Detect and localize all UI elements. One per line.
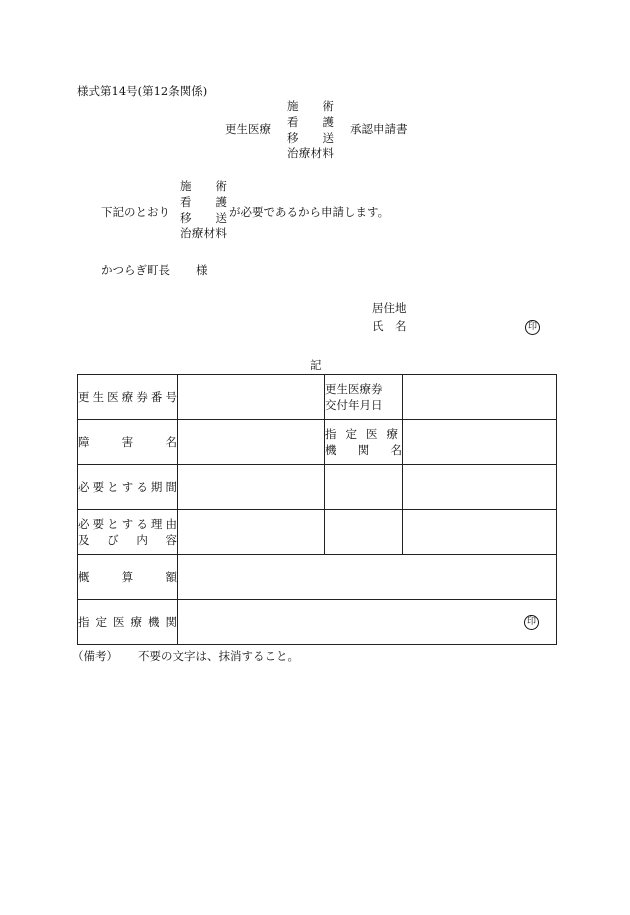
application-table [77, 374, 557, 645]
applicant-seal-mark: 印 [525, 320, 540, 335]
reason-cell-2[interactable] [325, 510, 403, 555]
statement-prefix: 下記のとおり [101, 205, 170, 219]
reason-cell[interactable] [178, 510, 325, 555]
statement-option: 治 療 材 料 [180, 226, 227, 241]
ticket-number-cell[interactable] [178, 375, 325, 420]
table-row [78, 555, 557, 600]
table-row [78, 600, 557, 645]
addressee-name: かつらぎ町長 [101, 263, 170, 277]
row-label: 指 定 医 療 機 関 名 [325, 420, 403, 465]
title-option: 治 療 材 料 [287, 146, 334, 161]
remarks-label: （備考） [72, 649, 118, 663]
title-option: 施 術 [287, 99, 334, 113]
row-label: 必 要 と す る 理 由 及 び 内 容 [78, 510, 178, 555]
table-row [78, 465, 557, 510]
period-cell-2[interactable] [325, 465, 403, 510]
row-label: 更 生 医 療 券 番 号 [78, 375, 178, 420]
row-label: 障 害 名 [78, 420, 178, 465]
table-row [78, 420, 557, 465]
reason-cell-3[interactable] [403, 510, 557, 555]
table-row [78, 510, 557, 555]
title-suffix: 承認申請書 [350, 122, 408, 136]
title-prefix: 更生医療 [225, 122, 271, 136]
row-label: 更生医療券 交付年月日 [325, 375, 403, 420]
title-option: 看 護 [287, 114, 334, 129]
ki-label: 記 [310, 358, 322, 372]
issue-date-cell[interactable] [403, 375, 557, 420]
row-label: 必 要 と す る 期 間 [78, 465, 178, 510]
remarks-text: 不要の文字は、抹消すること。 [138, 649, 299, 663]
table-row [78, 375, 557, 420]
row-label: 指 定 医 療 機 関 [78, 600, 178, 645]
form-number: 様式第14号(第12条関係) [77, 84, 208, 98]
designated-institution-cell[interactable] [178, 600, 557, 645]
period-cell-3[interactable] [403, 465, 557, 510]
institution-seal-mark: 印 [524, 615, 539, 630]
statement-options [180, 181, 227, 244]
applicant-name-label: 氏 名 [372, 319, 407, 333]
disability-name-cell[interactable] [178, 420, 325, 465]
designated-institution-name-cell[interactable] [403, 420, 557, 465]
statement-option: 看 護 [180, 194, 227, 209]
statement-option: 施 術 [180, 179, 227, 193]
statement-suffix: が必要であるから申請します。 [229, 205, 390, 219]
title-options [287, 101, 334, 164]
addressee-honorific: 様 [196, 263, 208, 277]
statement-option: 移 送 [180, 210, 227, 225]
estimated-amount-cell[interactable] [178, 555, 557, 600]
applicant-address-label: 居住地 [372, 301, 407, 315]
title-option: 移 送 [287, 130, 334, 145]
row-label: 概 算 額 [78, 555, 178, 600]
period-cell[interactable] [178, 465, 325, 510]
